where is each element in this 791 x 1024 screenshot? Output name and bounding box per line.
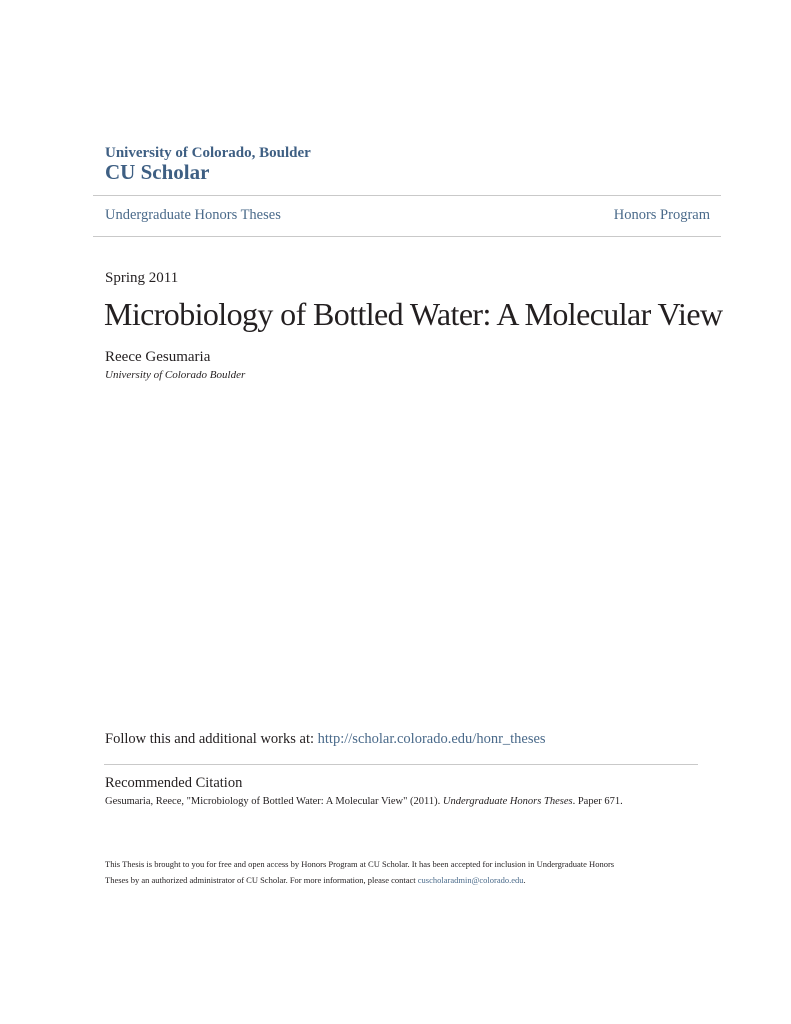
contact-email-link[interactable]: cuscholaradmin@colorado.edu [417, 875, 524, 885]
collection-link[interactable]: Undergraduate Honors Theses [105, 207, 281, 223]
institution-name: University of Colorado, Boulder [105, 145, 311, 161]
citation-divider [104, 764, 698, 765]
top-divider [93, 195, 721, 196]
publication-date: Spring 2011 [105, 270, 179, 286]
author-name: Reece Gesumaria [105, 349, 211, 365]
repository-link[interactable]: CU Scholar [105, 160, 210, 184]
citation-text [105, 796, 623, 807]
citation-heading: Recommended Citation [105, 775, 243, 791]
author-affiliation: University of Colorado Boulder [105, 369, 246, 381]
program-link[interactable]: Honors Program [613, 207, 710, 223]
notice-line-1: This Thesis is brought to you for free and open access by Honors Program at CU Scholar. It has been accepted for inclusion in Undergraduate Honors [105, 859, 615, 869]
citation-paper: . Paper 671. [572, 796, 623, 807]
collection-url-link[interactable]: http://scholar.colorado.edu/honr_theses [317, 731, 546, 747]
follow-line [105, 731, 546, 748]
citation-main: Gesumaria, Reece, "Microbiology of Bottled Water: A Molecular View" (2011). [105, 796, 441, 807]
nav-divider [93, 236, 721, 237]
notice-period: . [523, 875, 526, 885]
follow-prefix: Follow this and additional works at: [105, 731, 315, 747]
notice-line-2: Theses by an authorized administrator of CU Scholar. For more information, please contact [105, 875, 416, 885]
access-notice [105, 856, 705, 888]
citation-series: Undergraduate Honors Theses [442, 796, 573, 807]
paper-title: Microbiology of Bottled Water: A Molecular View [104, 296, 723, 332]
